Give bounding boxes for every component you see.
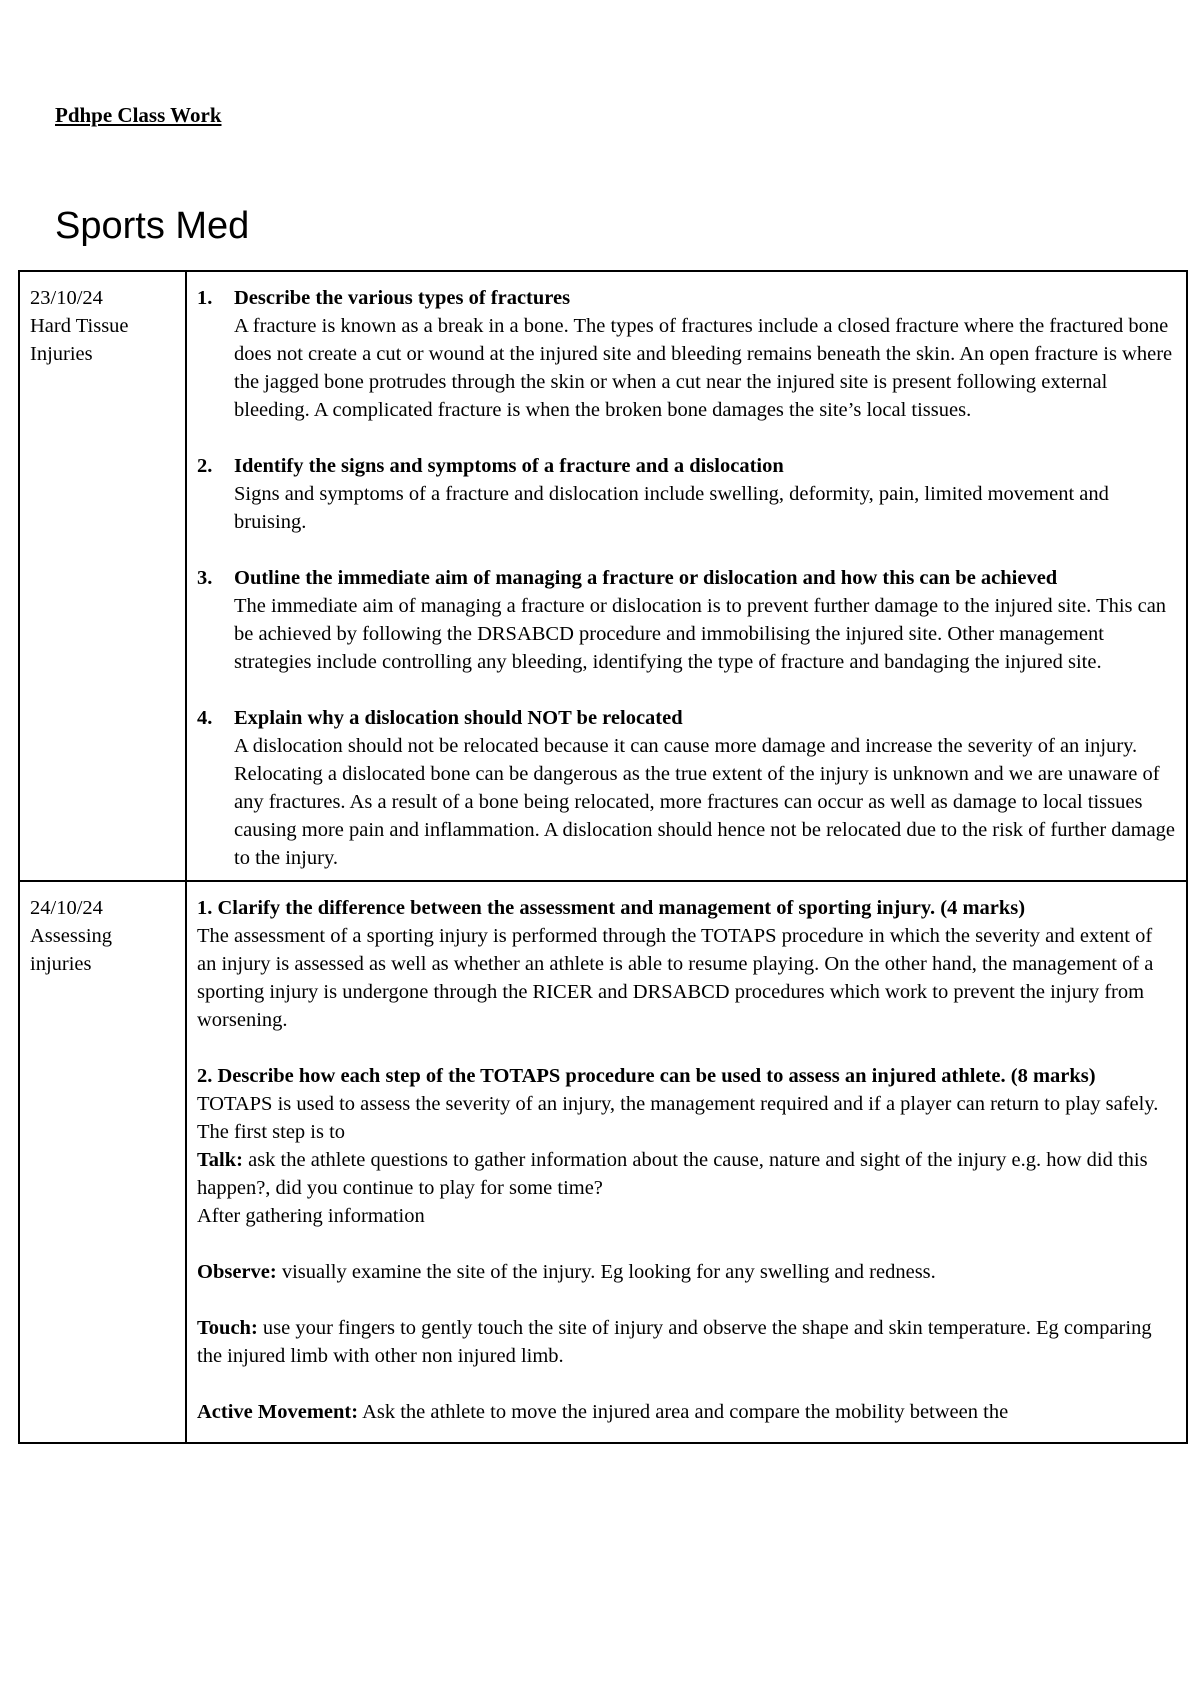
entry-topic: Hard Tissue Injuries bbox=[30, 315, 129, 365]
question-answer: Signs and symptoms of a fracture and dislocation include swelling, deformity, pain, limited movement and bruising. bbox=[234, 483, 1109, 533]
question-title: 1. Clarify the difference between the assessment and management of sporting injury. (4 marks) bbox=[197, 897, 1026, 919]
notes-table bbox=[18, 270, 1188, 1444]
entry-topic: Assessing injuries bbox=[30, 925, 113, 975]
active-movement-text: Ask the athlete to move the injured area and compare the mobility between the bbox=[358, 1401, 1009, 1423]
observe-step bbox=[197, 1258, 1176, 1286]
date-cell bbox=[19, 881, 186, 1443]
touch-label: Touch: bbox=[197, 1317, 258, 1339]
question-number: 3. bbox=[197, 567, 213, 589]
talk-text: ask the athlete questions to gather information about the cause, nature and sight of the injury e.g. how did this happen?, did you continue to play for some time? bbox=[197, 1149, 1148, 1199]
question-item bbox=[197, 704, 1176, 872]
class-work-heading: Pdhpe Class Work bbox=[55, 103, 222, 127]
table-row bbox=[19, 271, 1187, 881]
question-answer: A dislocation should not be relocated because it can cause more damage and increase the severity of an injury. Relocating a dislocated bone can be dangerous as the true extent of the injury is unknown and we are unaware of any fractures. As a result of a bone being relocated, more fractures can occur as well as damage to local tissues causing more pain and inflammation. A dislocation should hence not be relocated due to the risk of further damage to the injury. bbox=[234, 735, 1176, 869]
question-item bbox=[197, 284, 1176, 424]
question-number: 2. bbox=[197, 455, 213, 477]
content-cell bbox=[186, 881, 1187, 1443]
touch-text: use your fingers to gently touch the site of injury and observe the shape and skin temperature. Eg comparing the injured limb with other non injured limb. bbox=[197, 1317, 1152, 1367]
question-item bbox=[197, 564, 1176, 676]
table-row bbox=[19, 881, 1187, 1443]
observe-text: visually examine the site of the injury. Eg looking for any swelling and redness. bbox=[276, 1261, 936, 1283]
content-cell bbox=[186, 271, 1187, 881]
question-title: Identify the signs and symptoms of a fracture and a dislocation bbox=[234, 455, 784, 477]
entry-date: 23/10/24 bbox=[30, 287, 103, 309]
question-title: Outline the immediate aim of managing a fracture or dislocation and how this can be achieved bbox=[234, 567, 1058, 589]
page-title: Sports Med bbox=[55, 205, 250, 247]
question-item bbox=[197, 452, 1176, 536]
after-gathering-text: After gathering information bbox=[197, 1205, 425, 1227]
question-title: 2. Describe how each step of the TOTAPS procedure can be used to assess an injured athlete. (8 marks) bbox=[197, 1065, 1096, 1087]
date-cell bbox=[19, 271, 186, 881]
touch-step bbox=[197, 1314, 1176, 1370]
question-list bbox=[197, 284, 1176, 872]
talk-step bbox=[197, 1146, 1176, 1202]
talk-label: Talk: bbox=[197, 1149, 243, 1171]
question-answer: The immediate aim of managing a fracture or dislocation is to prevent further damage to the injured site. This can be achieved by following the DRSABCD procedure and immobilising the injured site. Other management strategies include controlling any bleeding, identifying the type of fracture and bandaging the injured site. bbox=[234, 595, 1167, 673]
question-answer: The assessment of a sporting injury is performed through the TOTAPS procedure in which the severity and extent of an injury is assessed as well as whether an athlete is able to resume playing. On the other hand, the management of a sporting injury is undergone through the RICER and DRSABCD procedures which work to prevent the injury from worsening. bbox=[197, 925, 1154, 1031]
totaps-intro: TOTAPS is used to assess the severity of an injury, the management required and if a player can return to play safely. The first step is to bbox=[197, 1093, 1159, 1143]
active-movement-label: Active Movement: bbox=[197, 1401, 359, 1423]
observe-label: Observe: bbox=[197, 1261, 277, 1283]
question-block bbox=[197, 894, 1176, 1034]
question-number: 4. bbox=[197, 707, 213, 729]
question-title: Explain why a dislocation should NOT be relocated bbox=[234, 707, 683, 729]
question-number: 1. bbox=[197, 287, 213, 309]
active-movement-step bbox=[197, 1398, 1176, 1426]
question-answer: A fracture is known as a break in a bone. The types of fractures include a closed fracture where the fractured bone does not create a cut or wound at the injured site and bleeding remains beneath the skin. An open fracture is where the jagged bone protrudes through the skin or when a cut near the injured site is present following external bleeding. A complicated fracture is when the broken bone damages the site’s local tissues. bbox=[234, 315, 1173, 421]
entry-date: 24/10/24 bbox=[30, 897, 103, 919]
question-block bbox=[197, 1062, 1176, 1230]
question-title: Describe the various types of fractures bbox=[234, 287, 571, 309]
